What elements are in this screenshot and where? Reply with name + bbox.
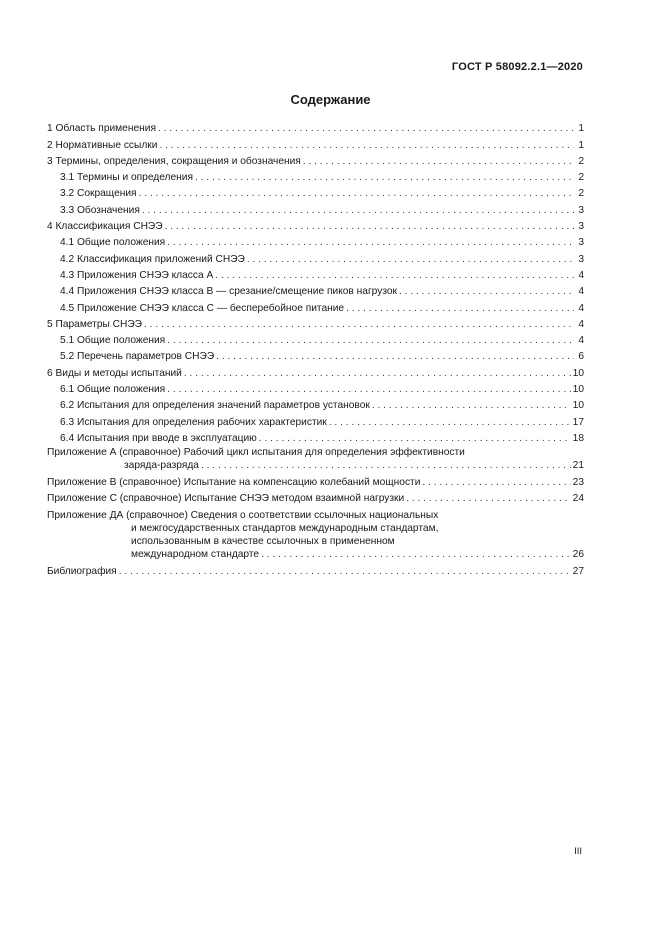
table-of-contents [47,119,584,578]
toc-entry-label-continued: использованным в качестве ссылочных в примененном [131,535,395,547]
dot-leader [259,433,571,445]
toc-entry-label: Приложение С (справочное) Испытание СНЭЭ методом взаимной нагрузки [47,492,405,504]
toc-entry-page: 17 [572,416,584,428]
toc-entry-page: 18 [572,432,584,444]
toc-entry-page: 6 [578,351,584,363]
toc-entry-label: 5 Параметры СНЭЭ [47,318,142,330]
toc-entry-page: 4 [578,286,584,298]
dot-leader [144,319,574,331]
dot-leader [201,459,571,472]
toc-entry-page: 27 [572,565,584,577]
dot-leader [329,417,571,429]
toc-entry[interactable] [47,119,584,135]
toc-entry[interactable] [47,396,584,412]
dot-leader [167,335,574,347]
toc-entry-page: 1 [578,123,584,135]
toc-entry-page: 10 [572,367,584,379]
dot-leader [142,205,574,217]
toc-entry-page: 2 [578,155,584,167]
toc-entry[interactable] [47,152,584,168]
dot-leader [167,237,574,249]
toc-entry-label: 3.2 Сокращения [60,188,137,200]
toc-entry[interactable] [47,135,584,151]
toc-entry-page: 4 [578,318,584,330]
dot-leader [261,548,571,561]
toc-entry[interactable] [47,347,584,363]
toc-entry-label: 4.3 Приложения СНЭЭ класса А [60,269,214,281]
toc-entry-label: 5.2 Перечень параметров СНЭЭ [60,351,215,363]
dot-leader [422,477,570,489]
toc-entry-label: 3 Термины, определения, сокращения и обозначения [47,155,301,167]
toc-entry-label: 6.1 Общие положения [60,384,166,396]
toc-entry-page: 3 [578,221,584,233]
toc-entry-page: 10 [572,384,584,396]
dot-leader [303,156,574,168]
dot-leader [184,368,571,380]
toc-entry-label: 4 Классификация СНЭЭ [47,221,163,233]
dot-leader [215,270,574,282]
toc-entry-label: 6.4 Испытания при вводе в эксплуатацию [60,432,257,444]
toc-entry-page: 2 [578,188,584,200]
toc-entry[interactable] [47,380,584,396]
toc-entry-label: Библиография [47,565,117,577]
toc-entry-bibliography[interactable] [47,561,584,578]
toc-entry-label: 5.1 Общие положения [60,335,166,347]
dot-leader [119,566,571,578]
toc-entry-label: Приложение ДА (справочное) Сведения о соответствии ссылочных национальных [47,509,439,521]
dot-leader [167,384,570,396]
dot-leader [247,254,574,266]
toc-entry[interactable] [47,184,584,200]
document-code: ГОСТ Р 58092.2.1—2020 [451,61,583,73]
toc-entry-label: 1 Область применения [47,123,156,135]
toc-entry-appendix-b[interactable] [47,472,584,489]
toc-entry[interactable] [47,363,584,379]
toc-entry-page: 4 [578,302,584,314]
toc-entry-label-continued: заряда-разряда [124,459,199,471]
dot-leader [346,303,574,315]
toc-entry-page: 3 [578,204,584,216]
toc-entry-page: 3 [578,237,584,249]
page-title: Содержание [290,92,371,107]
toc-entry[interactable] [47,266,584,282]
toc-entry-page: 4 [578,269,584,281]
toc-entry[interactable] [47,282,584,298]
toc-entry-label: 6 Виды и методы испытаний [47,367,182,379]
toc-entry[interactable] [47,298,584,314]
toc-entry[interactable] [47,249,584,265]
dot-leader [165,221,574,233]
toc-entry-label: 6.2 Испытания для определения значений параметров установок [60,400,370,412]
dot-leader [139,188,574,200]
dot-leader [216,351,574,363]
toc-entry[interactable] [47,315,584,331]
toc-entry-page: 1 [578,139,584,151]
dot-leader [406,493,570,505]
toc-entry-appendix-da[interactable] [47,505,584,561]
toc-entry-page: 24 [572,492,584,504]
toc-entry-label: Приложение В (справочное) Испытание на компенсацию колебаний мощности [47,476,421,488]
toc-entry-appendix-a[interactable] [47,445,584,472]
toc-entry-page: 4 [578,335,584,347]
toc-entry[interactable] [47,412,584,428]
toc-entry[interactable] [47,331,584,347]
dot-leader [158,123,574,135]
toc-entry[interactable] [47,217,584,233]
toc-entry-label: 6.3 Испытания для определения рабочих характеристик [60,416,327,428]
toc-entry-label: 4.2 Классификация приложений СНЭЭ [60,253,245,265]
toc-entry-label: 4.1 Общие положения [60,237,166,249]
dot-leader [399,286,574,298]
dot-leader [195,172,574,184]
page-number: III [574,846,582,857]
toc-entry-label-continued: и межгосударственных стандартов международным стандартам, [131,522,439,534]
toc-entry-label: 3.3 Обозначения [60,204,140,216]
toc-entry[interactable] [47,233,584,249]
toc-entry-label: 2 Нормативные ссылки [47,139,158,151]
toc-entry[interactable] [47,200,584,216]
toc-entry[interactable] [47,429,584,445]
toc-entry-page: 26 [572,548,584,560]
toc-entry-appendix-c[interactable] [47,489,584,505]
toc-entry[interactable] [47,168,584,184]
dot-leader [372,400,571,412]
toc-entry-page: 10 [572,400,584,412]
toc-entry-page: 2 [578,172,584,184]
toc-entry-label: 4.4 Приложения СНЭЭ класса В — срезание/смещение пиков нагрузок [60,286,398,298]
toc-entry-label: 4.5 Приложение СНЭЭ класса С — бесперебойное питание [60,302,345,314]
toc-entry-label: 3.1 Термины и определения [60,172,193,184]
toc-entry-page: 21 [572,459,584,471]
dot-leader [159,140,574,152]
toc-entry-label: Приложение А (справочное) Рабочий цикл испытания для определения эффективности [47,446,465,458]
toc-entry-page: 3 [578,253,584,265]
toc-entry-page: 23 [572,476,584,488]
toc-entry-label-continued: международном стандарте [131,548,260,560]
